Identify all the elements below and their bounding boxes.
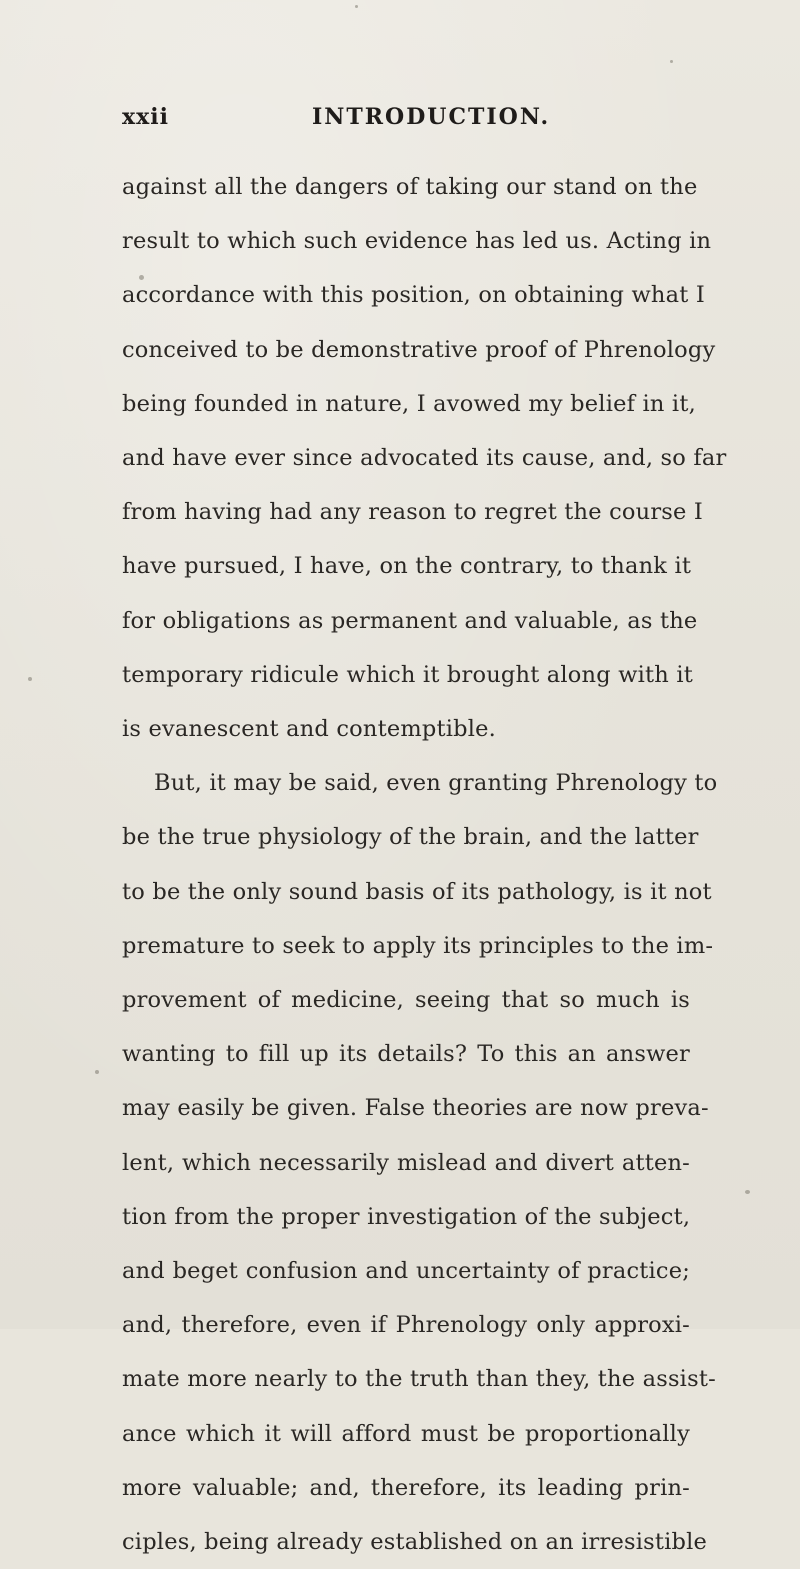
text-line: is evanescent and contemptible. xyxy=(122,716,496,743)
paper-speck xyxy=(139,275,144,280)
text-line: against all the dangers of taking our stand on the xyxy=(122,174,698,200)
text-line: But, it may be said, even granting Phrenology to xyxy=(154,770,718,797)
body-text xyxy=(122,160,727,1569)
paper-speck xyxy=(28,677,32,681)
running-title: INTRODUCTION. xyxy=(312,104,551,130)
text-line: be the true physiology of the brain, and the latter xyxy=(122,824,699,851)
text-line: tion from the proper investigation of the subject, xyxy=(122,1203,691,1230)
text-line: and, therefore, even if Phrenology only approxi- xyxy=(122,1312,690,1339)
paper-speck xyxy=(355,5,358,8)
text-line: more valuable; and, therefore, its leading prin- xyxy=(122,1474,690,1501)
text-line: have pursued, I have, on the contrary, to thank it xyxy=(122,553,692,580)
text-line: being founded in nature, I avowed my belief in it, xyxy=(122,390,696,417)
text-line: accordance with this position, on obtaining what I xyxy=(122,282,705,309)
text-line: from having had any reason to regret the course I xyxy=(122,499,704,526)
text-line: ciples, being already established on an irresistible xyxy=(122,1529,708,1556)
paper-speck xyxy=(670,60,673,63)
page-number: xxii xyxy=(122,104,169,130)
text-line: to be the only sound basis of its pathology, is it not xyxy=(122,878,712,905)
page-header xyxy=(122,104,682,134)
text-line: ance which it will afford must be proportionally xyxy=(122,1420,690,1447)
paragraph-1 xyxy=(122,160,727,756)
text-line: and have ever since advocated its cause, and, so far xyxy=(122,445,727,472)
text-line: for obligations as permanent and valuable, as the xyxy=(122,607,698,634)
text-line: lent, which necessarily mislead and divert atten- xyxy=(122,1149,690,1176)
text-line: provement of medicine, seeing that so much is xyxy=(122,987,690,1014)
paper-speck xyxy=(95,1070,99,1074)
text-line: may easily be given. False theories are now preva- xyxy=(122,1095,709,1122)
text-line: premature to seek to apply its principles to the im- xyxy=(122,932,714,959)
paragraph-2 xyxy=(122,756,718,1569)
paper-speck xyxy=(745,1190,750,1194)
text-line: wanting to fill up its details? To this an answer xyxy=(122,1041,690,1068)
text-line: conceived to be demonstrative proof of Phrenology xyxy=(122,336,716,363)
text-line: result to which such evidence has led us. Acting in xyxy=(122,228,712,255)
text-line: mate more nearly to the truth than they, the assist- xyxy=(122,1366,716,1393)
text-line: temporary ridicule which it brought along with it xyxy=(122,661,693,688)
text-line: and beget confusion and uncertainty of practice; xyxy=(122,1258,690,1285)
